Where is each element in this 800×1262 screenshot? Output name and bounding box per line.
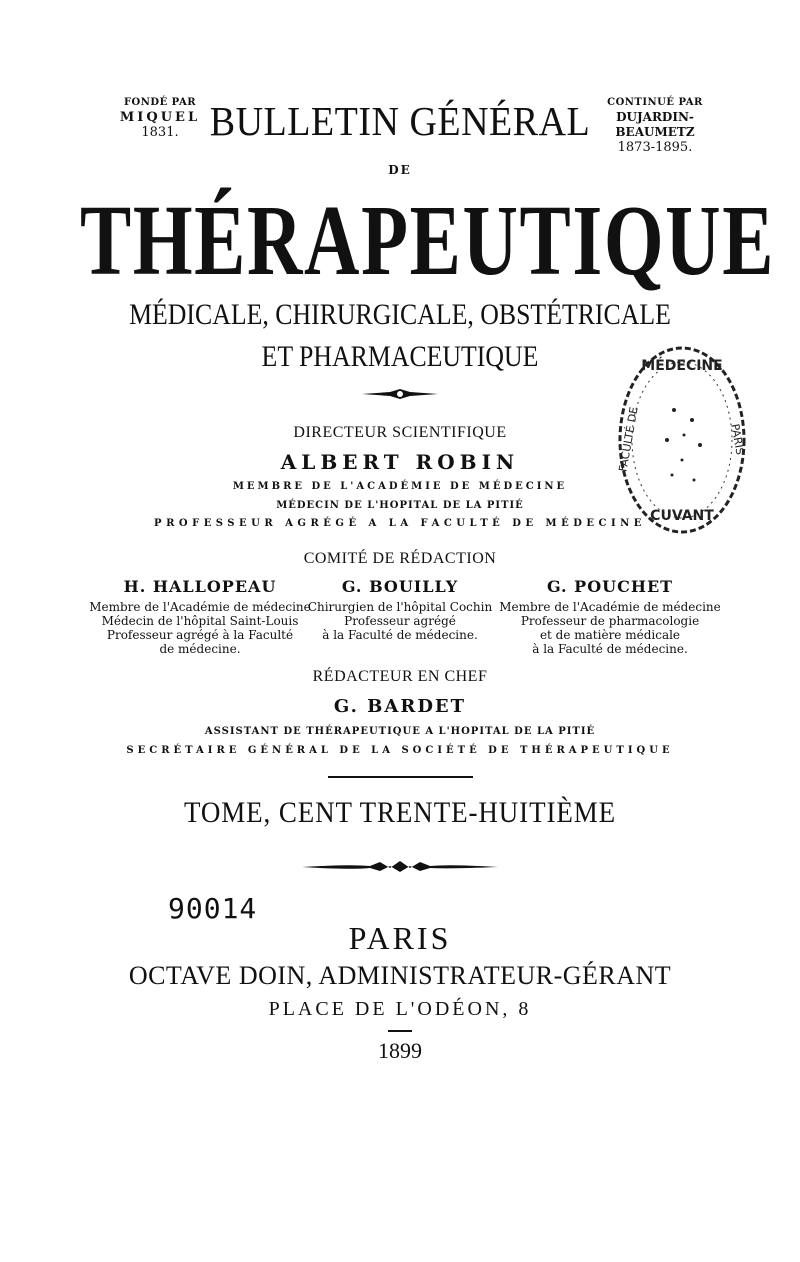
member-line: à la Faculté de médecine. bbox=[532, 642, 688, 656]
member-line: Membre de l'Académie de médecine bbox=[499, 600, 721, 614]
member-line: et de matière médicale bbox=[539, 628, 681, 642]
subtitle-line-2: ET PHARMACEUTIQUE bbox=[261, 340, 539, 373]
founder-name: MIQUEL bbox=[119, 110, 201, 125]
continuer-label: CONTINUÉ PAR bbox=[607, 97, 703, 108]
editor-title-2: SECRÉTAIRE GÉNÉRAL DE LA SOCIÉTÉ DE THÉRAPEUTIQUE bbox=[126, 745, 674, 756]
founder-year: 1831. bbox=[141, 125, 179, 140]
director-title-1: MEMBRE DE L'ACADÉMIE DE MÉDECINE bbox=[232, 481, 568, 492]
main-title: THÉRAPEUTIQUE bbox=[80, 183, 776, 297]
publisher-name: OCTAVE DOIN, ADMINISTRATEUR-GÉRANT bbox=[128, 961, 672, 990]
year-rule bbox=[388, 1030, 412, 1032]
divider-rule bbox=[328, 776, 473, 778]
publisher-city: PARIS bbox=[348, 920, 452, 956]
member-name: H. HALLOPEAU bbox=[123, 577, 277, 596]
ornament-divider-bottom bbox=[300, 858, 500, 874]
member-line: Professeur agrégé bbox=[344, 614, 456, 628]
director-title-2: MÉDECIN DE L'HOPITAL DE LA PITIÉ bbox=[276, 500, 524, 511]
editor-name: G. BARDET bbox=[333, 696, 467, 717]
member-name: G. BOUILLY bbox=[341, 577, 459, 596]
subtitle-line-1: MÉDICALE, CHIRURGICALE, OBSTÉTRICALE bbox=[129, 298, 671, 331]
member-name: G. POUCHET bbox=[546, 577, 674, 596]
committee-label: COMITÉ DE RÉDACTION bbox=[303, 550, 497, 567]
member-line: Médecin de l'hôpital Saint-Louis bbox=[101, 614, 299, 628]
continuer-years: 1873-1895. bbox=[617, 140, 693, 155]
bulletin-title: BULLETIN GÉNÉRAL bbox=[209, 99, 591, 145]
founder-label: FONDÉ PAR bbox=[123, 97, 197, 108]
director-name: ALBERT ROBIN bbox=[280, 450, 520, 474]
director-label: DIRECTEUR SCIENTIFIQUE bbox=[293, 424, 507, 441]
publisher-address: PLACE DE L'ODÉON, 8 bbox=[268, 998, 532, 1020]
call-number: 90014 bbox=[168, 892, 258, 925]
member-line: Membre de l'Académie de médecine bbox=[89, 600, 311, 614]
stamp-text-right: PARIS bbox=[728, 422, 747, 456]
editor-label: RÉDACTEUR EN CHEF bbox=[312, 668, 488, 685]
editor-title-1: ASSISTANT DE THÉRAPEUTIQUE A L'HOPITAL DE LA PITIÉ bbox=[204, 726, 596, 737]
member-line: Professeur agrégé à la Faculté bbox=[106, 628, 294, 642]
stamp-text-bottom: CUVANT bbox=[650, 508, 714, 524]
stamp-text-left: FACULTÉ DE bbox=[616, 405, 641, 473]
director-title-3: PROFESSEUR AGRÉGÉ A LA FACULTÉ DE MÉDECINE bbox=[154, 518, 646, 529]
volume-title: TOME, CENT TRENTE-HUITIÈME bbox=[183, 796, 617, 829]
committee-member-pouchet bbox=[490, 577, 730, 656]
member-line: Chirurgien de l'hôpital Cochin bbox=[307, 600, 493, 614]
member-line: Professeur de pharmacologie bbox=[520, 614, 700, 628]
stamp-text-top: MÉDECINE bbox=[641, 358, 723, 374]
de-label: DE bbox=[388, 163, 412, 177]
publication-year: 1899 bbox=[378, 1038, 422, 1063]
member-line: à la Faculté de médecine. bbox=[322, 628, 478, 642]
member-line: de médecine. bbox=[159, 642, 241, 656]
ornament-divider-top bbox=[360, 388, 440, 400]
committee-member-bouilly bbox=[280, 577, 520, 642]
continuer-name: DUJARDIN-BEAUMETZ bbox=[615, 110, 695, 139]
